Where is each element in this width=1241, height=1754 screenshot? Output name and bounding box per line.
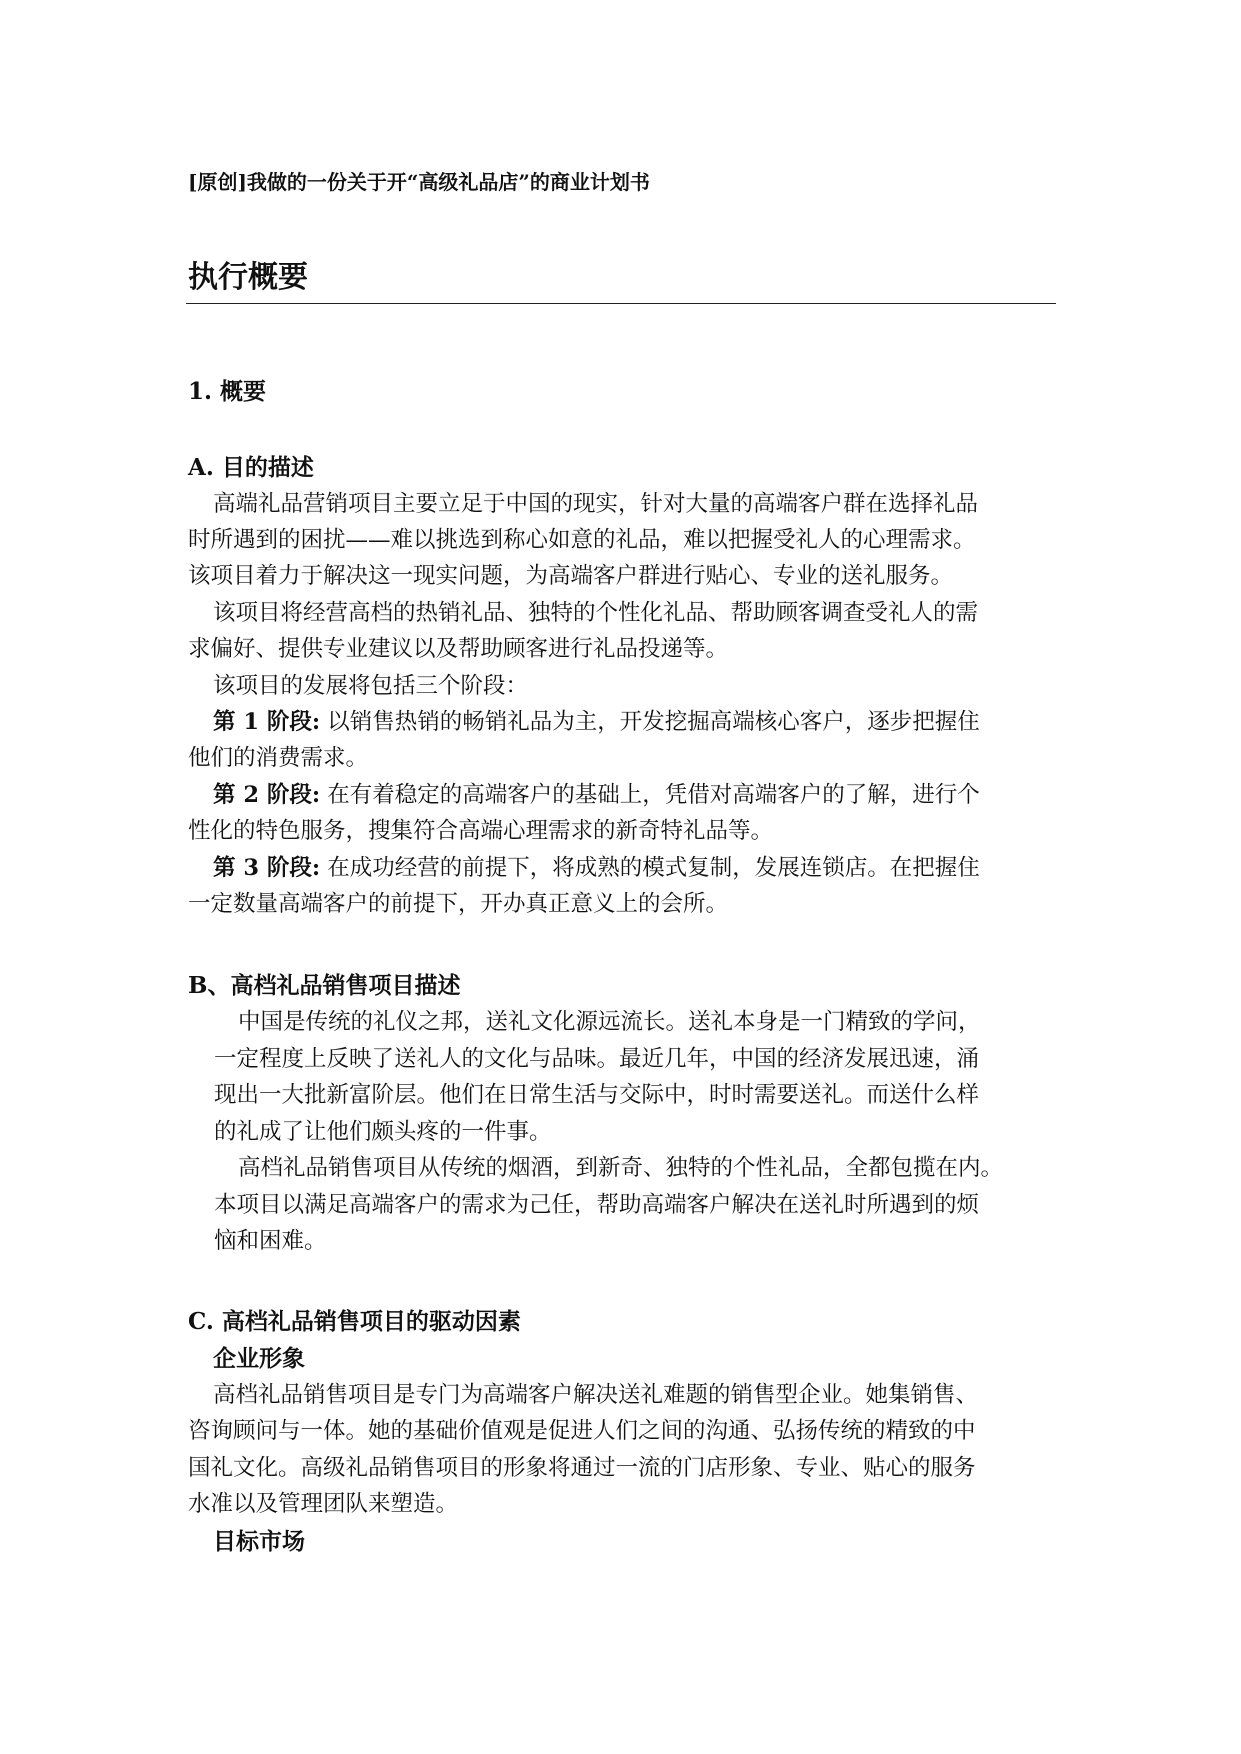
paragraph-line: 恼和困难。 <box>214 1228 327 1254</box>
paragraph-line: 求偏好、提供专业建议以及帮助顾客进行礼品投递等。 <box>188 636 729 662</box>
heading-divider <box>186 303 1056 304</box>
subheading: 目标市场 <box>213 1528 305 1555</box>
paragraph-line: 性化的特色服务，搜集符合高端心理需求的新奇特礼品等。 <box>188 818 774 844</box>
paragraph-line: 高端礼品营销项目主要立足于中国的现实，针对大量的高端客户群在选择礼品 <box>213 491 979 517</box>
subheading: 企业形象 <box>213 1345 305 1372</box>
page-heading: 执行概要 <box>188 260 308 295</box>
paragraph-line: 高档礼品销售项目从传统的烟酒，到新奇、独特的个性礼品，全都包揽在内。 <box>238 1155 1004 1181</box>
stage-text: 在有着稳定的高端客户的基础上，凭借对高端客户的了解，进行个 <box>327 782 980 808</box>
paragraph-line: 咨询顾问与一体。她的基础价值观是促进人们之间的沟通、弘扬传统的精致的中 <box>188 1418 976 1444</box>
paragraph-line: 的礼成了让他们颇头疼的一件事。 <box>214 1119 552 1145</box>
paragraph-line: 时所遇到的困扰——难以挑选到称心如意的礼品，难以把握受礼人的心理需求。 <box>188 527 976 553</box>
paragraph-line: 中国是传统的礼仪之邦，送礼文化源远流长。送礼本身是一门精致的学问， <box>238 1009 981 1035</box>
stage-2-line <box>213 777 980 809</box>
subsection-a-title: A. 目的描述 <box>188 454 314 481</box>
paragraph-line: 本项目以满足高端客户的需求为己任，帮助高端客户解决在送礼时所遇到的烦 <box>214 1192 980 1218</box>
subsection-b-title: B、高档礼品销售项目描述 <box>188 972 461 999</box>
stage-label: 第 2 阶段: <box>213 782 321 808</box>
paragraph-line: 他们的消费需求。 <box>188 745 369 771</box>
section-title: 1. 概要 <box>188 378 267 405</box>
paragraph-line: 该项目将经营高档的热销礼品、独特的个性化礼品、帮助顾客调查受礼人的需 <box>213 600 979 626</box>
paragraph-line: 一定程度上反映了送礼人的文化与品味。最近几年，中国的经济发展迅速，涌 <box>214 1046 980 1072</box>
stage-3-line <box>213 850 980 882</box>
paragraph-line: 该项目的发展将包括三个阶段： <box>213 673 529 699</box>
paragraph-line: 现出一大批新富阶层。他们在日常生活与交际中，时时需要送礼。而送什么样 <box>214 1082 980 1108</box>
subsection-c-title: C. 高档礼品销售项目的驱动因素 <box>188 1308 521 1335</box>
stage-text: 以销售热销的畅销礼品为主，开发挖掘高端核心客户，逐步把握住 <box>327 709 980 735</box>
stage-1-line <box>213 704 980 736</box>
stage-label: 第 3 阶段: <box>213 855 321 881</box>
paragraph-line: 该项目着力于解决这一现实问题，为高端客户群进行贴心、专业的送礼服务。 <box>188 563 954 589</box>
stage-label: 第 1 阶段: <box>213 709 321 735</box>
paragraph-line: 一定数量高端客户的前提下，开办真正意义上的会所。 <box>188 891 729 917</box>
stage-text: 在成功经营的前提下，将成熟的模式复制，发展连锁店。在把握住 <box>327 855 980 881</box>
paragraph-line: 高档礼品销售项目是专门为高端客户解决送礼难题的销售型企业。她集销售、 <box>213 1382 979 1408</box>
document-title: [原创]我做的一份关于开“高级礼品店”的商业计划书 <box>188 170 650 194</box>
paragraph-line: 水准以及管理团队来塑造。 <box>188 1491 459 1517</box>
paragraph-line: 国礼文化。高级礼品销售项目的形象将通过一流的门店形象、专业、贴心的服务 <box>188 1455 976 1481</box>
